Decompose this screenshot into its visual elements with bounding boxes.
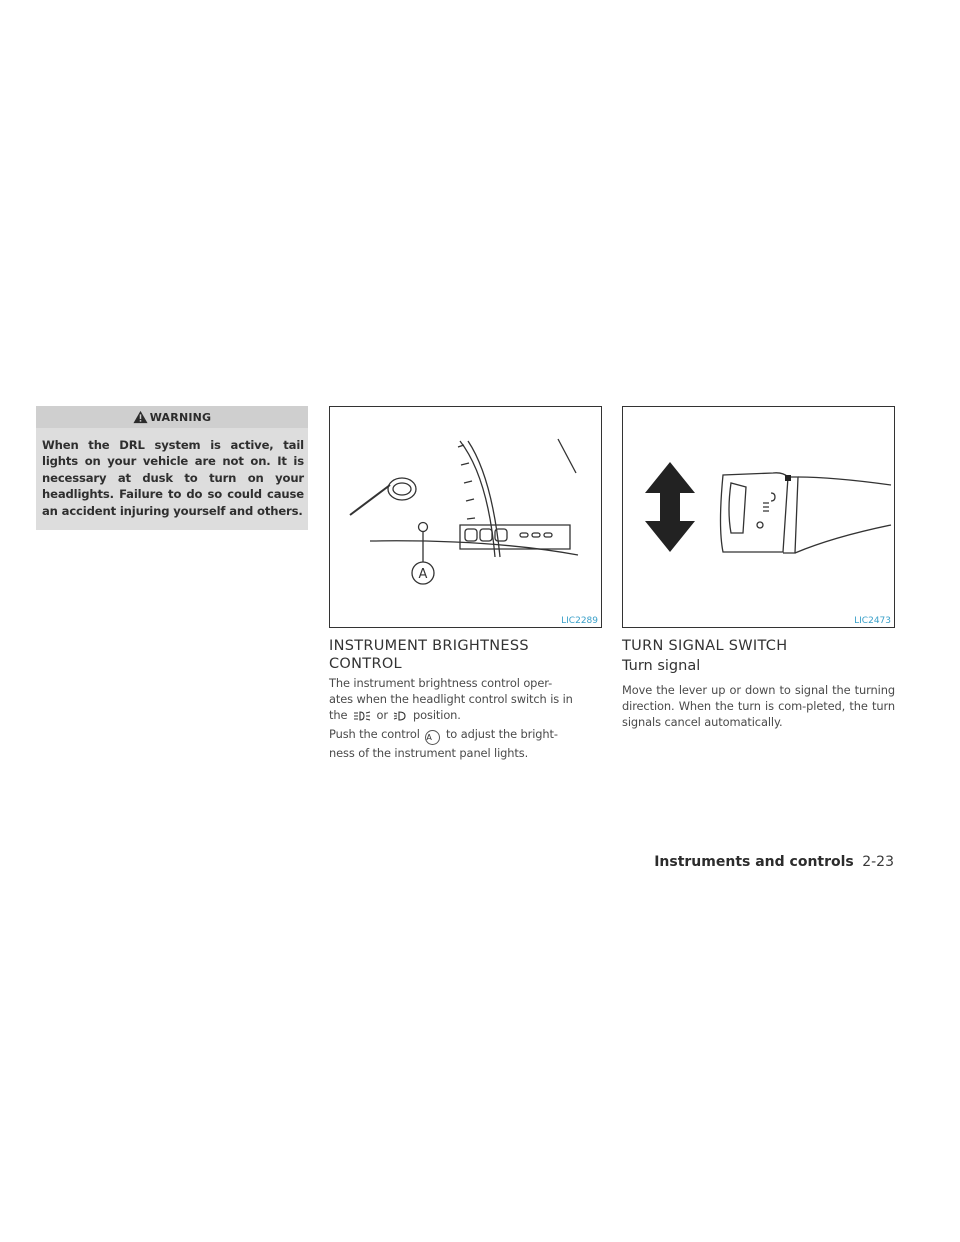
brightness-p1-line3 [329, 707, 602, 723]
turn-signal-subheading: Turn signal [622, 658, 701, 674]
parking-light-position-icon [393, 711, 407, 721]
control-a-callout: A [425, 730, 440, 745]
turn-signal-paragraph: Move the lever up or down to signal the turning direction. When the turn is com-pleted, the turn signals cancel automatically. [622, 683, 895, 729]
instrument-panel-illustration [330, 407, 601, 627]
footer-section-title: Instruments and controls [654, 854, 854, 870]
headlight-position-icon [353, 711, 371, 721]
brightness-heading-line1: INSTRUMENT BRIGHTNESS [329, 638, 529, 654]
page-footer [654, 854, 894, 870]
brightness-p2-before: Push the control [329, 727, 420, 741]
brightness-p1-line1: The instrument brightness control oper- [329, 676, 553, 690]
warning-triangle-icon [133, 410, 148, 424]
figure1-callout-label: A [418, 567, 428, 582]
warning-header [36, 406, 308, 428]
brightness-paragraph-1 [329, 675, 602, 723]
brightness-paragraph-2 [329, 726, 602, 761]
warning-title: WARNING [149, 410, 212, 424]
brightness-heading [329, 637, 529, 673]
brightness-heading-line2: CONTROL [329, 656, 402, 672]
instrument-brightness-figure [329, 406, 602, 628]
warning-box [36, 406, 308, 530]
brightness-p2-line1 [329, 726, 602, 745]
brightness-p2-line2: ness of the instrument panel lights. [329, 746, 529, 760]
figure1-code: LIC2289 [561, 616, 598, 626]
warning-text: When the DRL system is active, tail lights on your vehicle are not on. It is necessary at dusk to turn on your headlights. Failure to do so could cause an accident injuring yourself and others. [42, 438, 304, 518]
brightness-p1-line2: ates when the headlight control switch is in [329, 692, 573, 706]
brightness-p1-position: position. [412, 708, 461, 722]
brightness-p1-the: the [329, 708, 348, 722]
brightness-p2-after: to adjust the bright- [445, 727, 558, 741]
brightness-p1-or: or [376, 708, 388, 722]
figure2-code: LIC2473 [854, 616, 891, 626]
footer-page-number: 2-23 [862, 854, 894, 870]
turn-signal-lever-illustration [623, 407, 894, 627]
turn-signal-heading: TURN SIGNAL SWITCH [622, 638, 788, 654]
turn-signal-figure [622, 406, 895, 628]
